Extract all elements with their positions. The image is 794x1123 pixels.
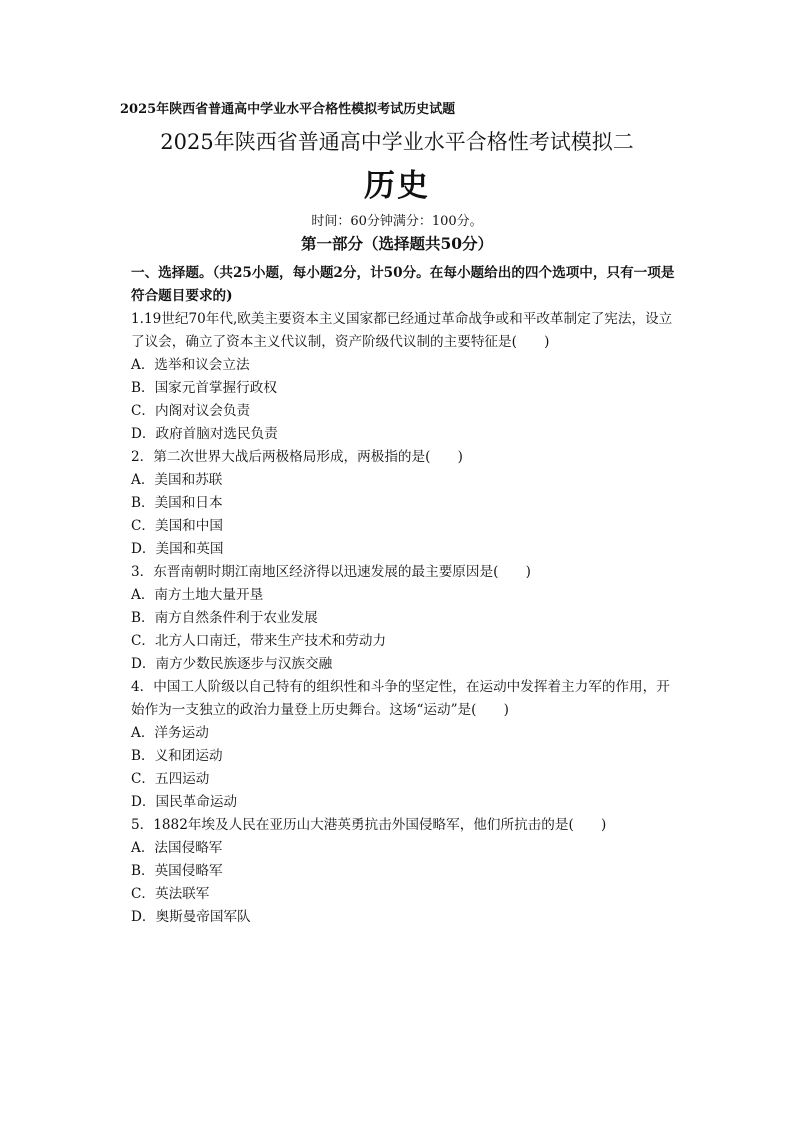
option-d: D．政府首脑对选民负责 xyxy=(131,426,278,442)
exam-info: 时间：60分钟满分：100分。 xyxy=(311,214,483,229)
option-d: D．南方少数民族逐步与汉族交融 xyxy=(131,656,333,672)
option-d: D．奥斯曼帝国军队 xyxy=(131,909,251,925)
running-header: 2025年陕西省普通高中学业水平合格性模拟考试历史试题 xyxy=(120,102,456,117)
option-a: A．南方土地大量开垦 xyxy=(131,587,264,603)
option-c: C．北方人口南迁，带来生产技术和劳动力 xyxy=(131,633,387,649)
question-2 xyxy=(131,446,679,561)
question-stem: 4．中国工人阶级以自己特有的组织性和斗争的坚定性，在运动中发挥着主力军的作用，开始作为一支独立的政治力量登上历史舞台。这场“运动”是( ) xyxy=(131,679,670,718)
question-stem: 5．1882年埃及人民在亚历山大港英勇抗击外国侵略军，他们所抗击的是( ) xyxy=(131,817,607,833)
option-a: A．选举和议会立法 xyxy=(131,357,250,373)
option-b: B．英国侵略军 xyxy=(131,863,223,879)
question-stem: 1.19世纪70年代,欧美主要资本主义国家都已经通过革命战争或和平改革制定了宪法，设立了议会，确立了资本主义代议制，资产阶级代议制的主要特征是( ) xyxy=(131,311,673,350)
option-b: B．南方自然条件利于农业发展 xyxy=(131,610,318,626)
option-b: B．美国和日本 xyxy=(131,495,223,511)
subject-title: 历史 xyxy=(364,168,430,204)
option-b: B．国家元首掌握行政权 xyxy=(131,380,277,396)
option-d: D．美国和英国 xyxy=(131,541,224,557)
option-c: C．英法联军 xyxy=(131,886,210,902)
option-c: C．五四运动 xyxy=(131,771,210,787)
option-a: A．洋务运动 xyxy=(131,725,209,741)
question-4 xyxy=(131,676,679,814)
option-b: B．义和团运动 xyxy=(131,748,223,764)
option-c: C．美国和中国 xyxy=(131,518,223,534)
option-a: A．美国和苏联 xyxy=(131,472,223,488)
part-title: 第一部分（选择题共50分） xyxy=(300,234,494,253)
question-stem: 3．东晋南朝时期江南地区经济得以迅速发展的最主要原因是( ) xyxy=(131,564,531,580)
option-c: C．内阁对议会负责 xyxy=(131,403,251,419)
question-5 xyxy=(131,814,679,929)
question-stem: 2．第二次世界大战后两极格局形成，两极指的是( ) xyxy=(131,449,463,465)
option-d: D．国民革命运动 xyxy=(131,794,238,810)
question-3 xyxy=(131,561,679,676)
question-1 xyxy=(131,308,679,446)
section-heading: 一、选择题。（共25小题，每小题2分，计50分。在每小题给出的四个选项中，只有一项是符合题目要求的) xyxy=(131,265,675,304)
exam-title: 2025年陕西省普通高中学业水平合格性考试模拟二 xyxy=(160,130,634,154)
exam-body xyxy=(131,262,679,929)
option-a: A．法国侵略军 xyxy=(131,840,223,856)
